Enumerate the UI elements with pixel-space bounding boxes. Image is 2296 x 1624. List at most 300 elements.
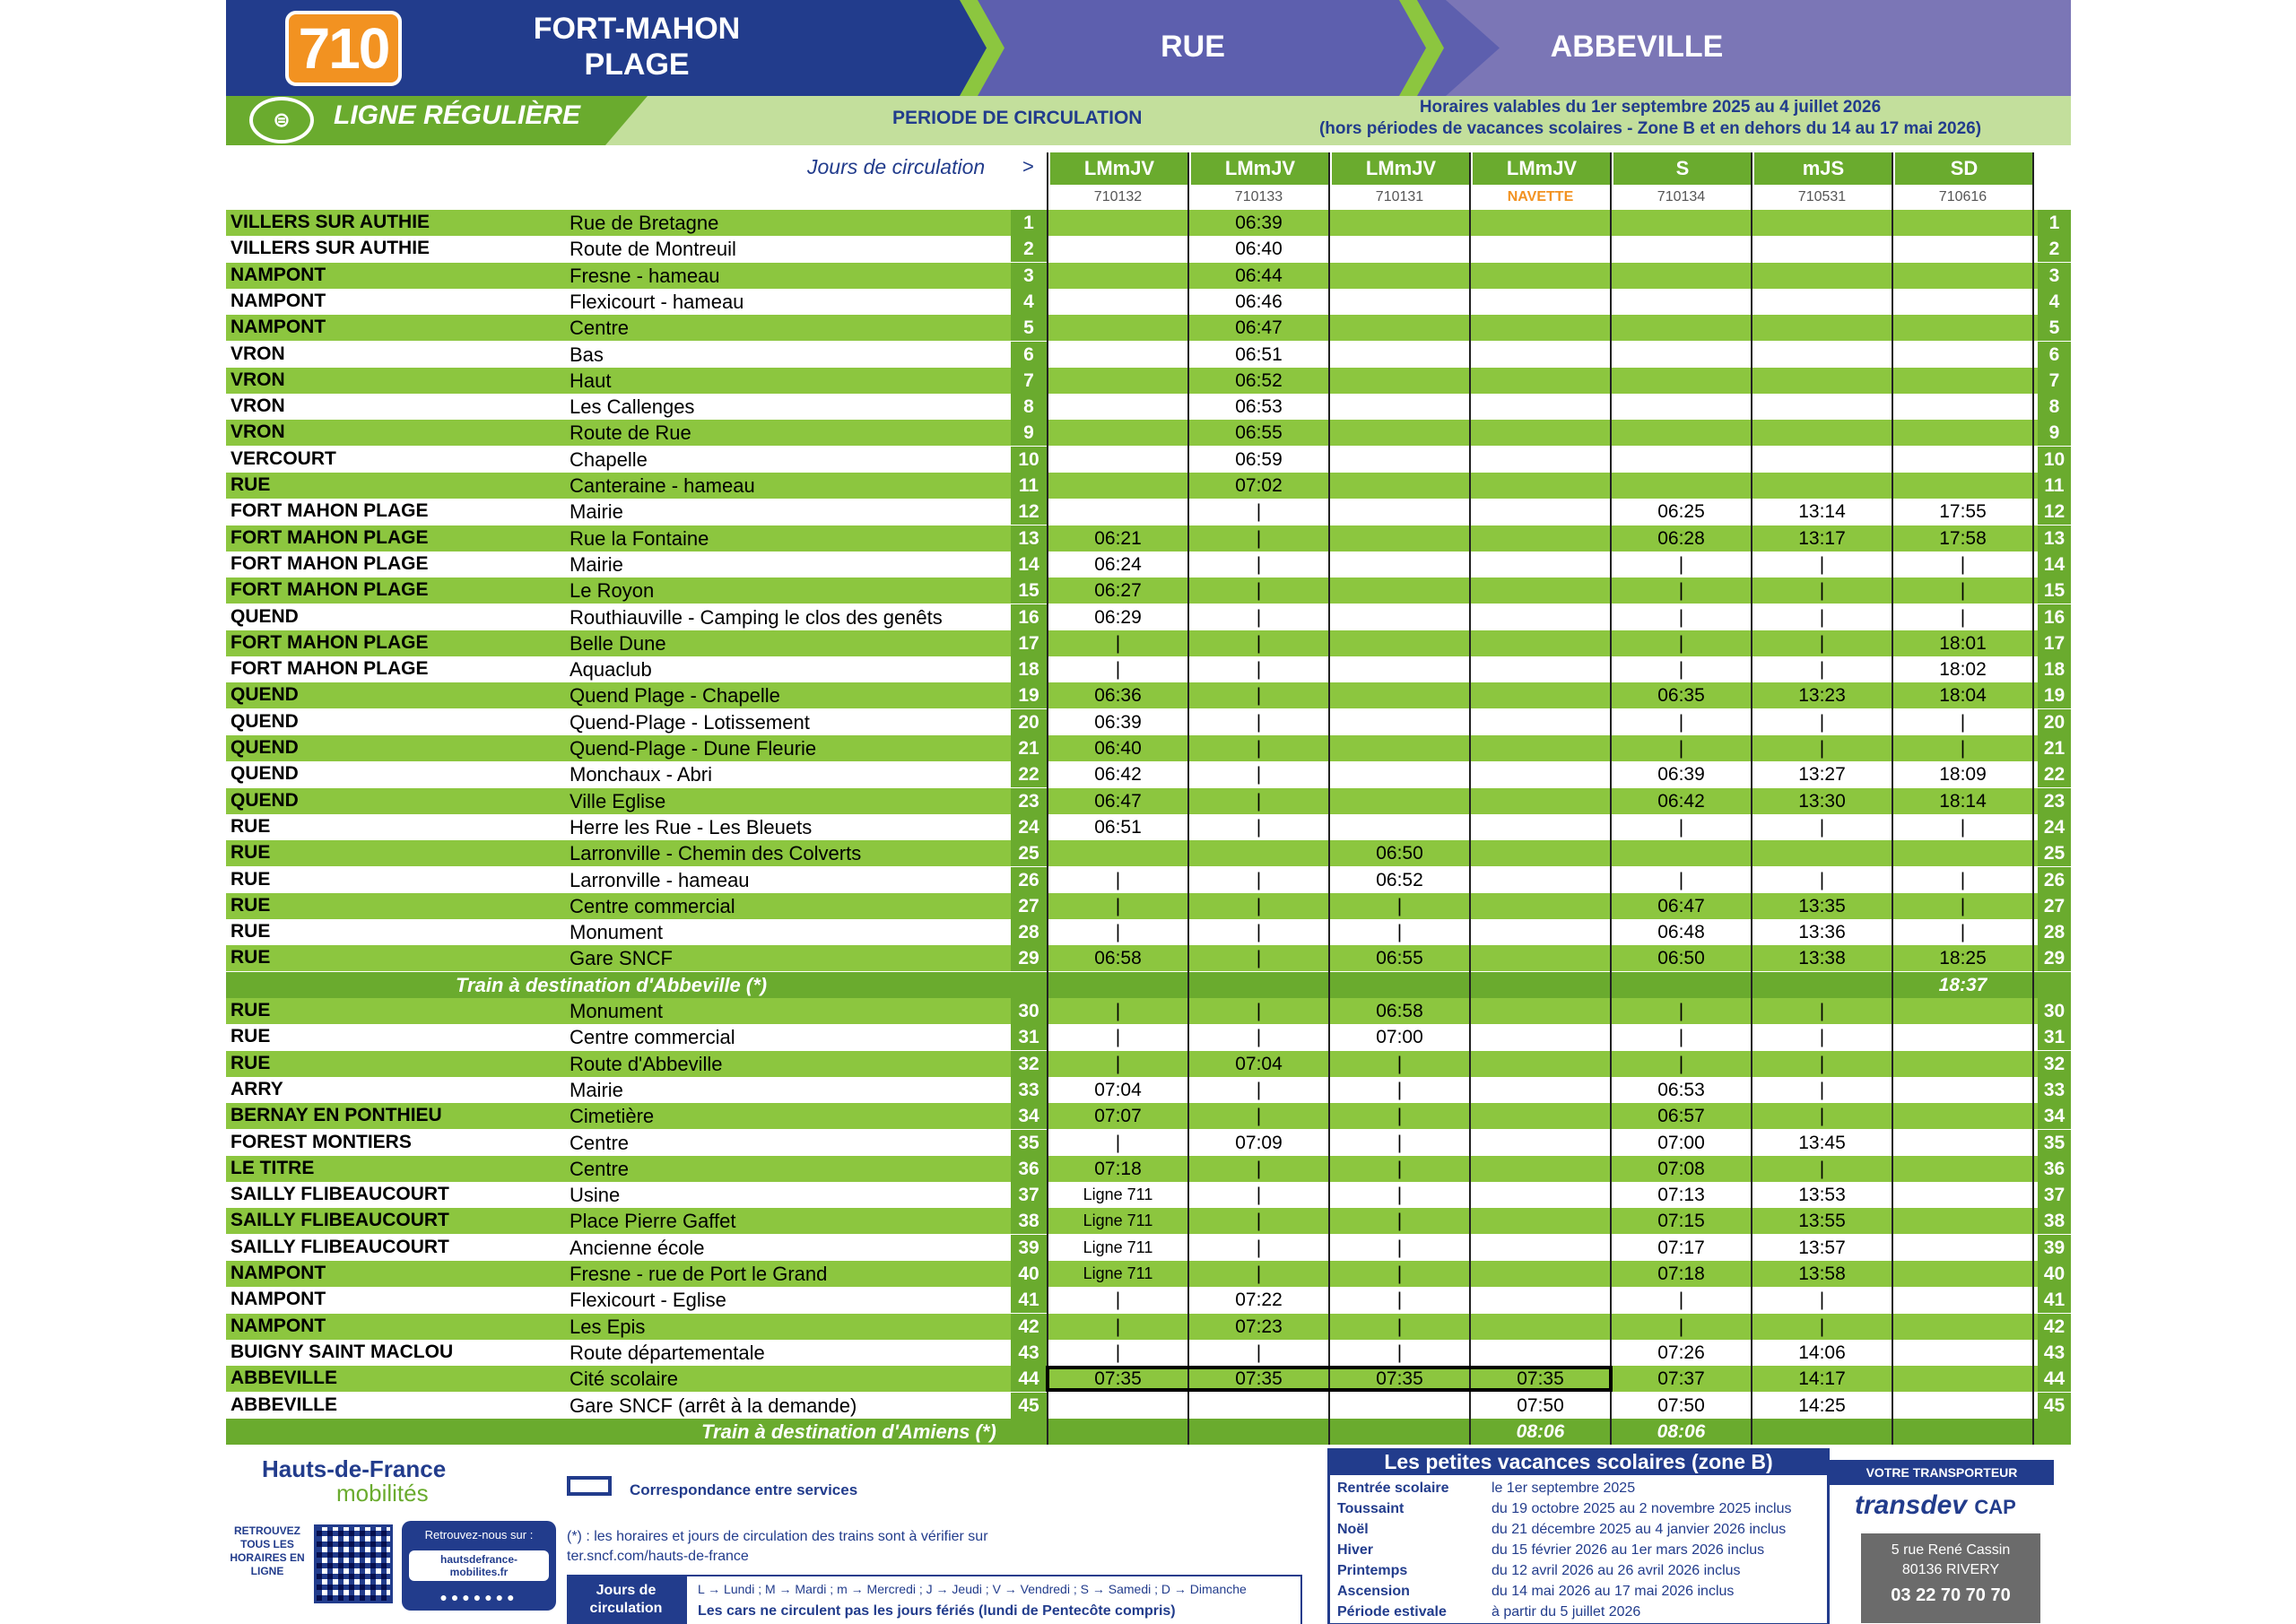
stop-name: Monument [570,921,663,944]
time-cell: Ligne 711 [1083,1211,1153,1230]
table-row [226,1393,2071,1419]
time-cell: 18:14 [1939,790,1987,812]
time-cell: 07:50 [1657,1394,1705,1416]
time-cell: 07:18 [1657,1264,1705,1284]
time-cell: 08:06 [1657,1420,1706,1442]
time-cell: | [1256,580,1262,602]
stop-number-right: 11 [2038,473,2071,499]
table-row [226,236,2071,262]
city-name: SAILLY FLIBEAUCOURT [230,1210,449,1231]
stop-number: 4 [1011,289,1047,315]
stop-name: Quend Plage - Chapelle [570,684,780,708]
time-cell: 18:04 [1939,685,1987,707]
city-name: ABBEVILLE [230,1368,338,1389]
stop-number: 19 [1011,682,1047,708]
vacances-box [1327,1475,1830,1624]
stop-name: Monchaux - Abri [570,763,712,786]
table-row [226,342,2071,368]
time-cell: | [1396,1237,1403,1258]
time-cell [1329,761,1470,787]
stop-name: Rue de Bretagne [570,212,719,234]
time-cell: | [1256,816,1262,838]
time-cell: 14:17 [1798,1368,1846,1390]
time-cell: | [1115,1001,1121,1021]
time-cell: | [1819,869,1825,890]
stop-name: Cité scolaire [570,1368,679,1391]
time-cell [1752,473,1892,499]
time-cell: Ligne 711 [1083,1185,1153,1204]
time-cell [1892,394,2033,420]
time-cell [1329,315,1470,341]
vacances-period: Noël [1337,1522,1369,1537]
vacances-dates: du 19 octobre 2025 au 2 novembre 2025 inclus [1492,1501,1792,1516]
time-cell: 07:35 [1094,1368,1142,1390]
time-cell [1329,236,1470,262]
time-cell: | [1678,1001,1684,1021]
stop-number-right: 45 [2038,1393,2071,1419]
stop-number-right: 41 [2038,1287,2071,1313]
time-cell: 07:50 [1517,1394,1564,1416]
stop-number: 15 [1011,578,1047,604]
table-row [226,1024,2071,1050]
time-cell [1892,342,2033,368]
table-row [226,604,2071,630]
time-cell: 06:42 [1657,790,1705,812]
time-cell [1470,788,1611,814]
time-cell: 07:04 [1094,1079,1142,1100]
time-cell: | [1960,606,1966,628]
city-name: SAILLY FLIBEAUCOURT [230,1184,449,1205]
time-cell: 13:38 [1798,948,1846,969]
time-cell [1470,1077,1611,1103]
time-cell [1470,735,1611,761]
time-cell [1892,1340,2033,1366]
column-divider [1187,152,1189,1445]
time-cell [1048,972,1188,998]
stop-number-right: 17 [2038,630,2071,656]
stop-name: Flexicourt - hameau [570,290,744,313]
time-cell [1611,840,1752,866]
time-cell: 06:51 [1235,343,1283,365]
table-row [226,919,2071,945]
time-cell [1611,263,1752,289]
time-cell: 06:46 [1235,291,1283,312]
time-cell [1470,1235,1611,1261]
stop-name: Centre [570,317,630,340]
time-cell [1470,1182,1611,1208]
stop-number-right: 24 [2038,814,2071,840]
time-cell: | [1396,1185,1403,1206]
vacances-period: Printemps [1337,1563,1408,1578]
city-name: VRON [230,395,285,417]
time-cell: | [1678,1027,1684,1048]
stop-name: Les Callenges [570,395,695,419]
time-cell: 13:35 [1798,895,1846,916]
table-row [226,1208,2071,1234]
time-cell: 06:47 [1094,790,1142,812]
stop-number: 32 [1011,1051,1047,1077]
time-cell [1752,394,1892,420]
stop-name: Quend-Plage - Lotissement [570,710,810,734]
table-row [226,814,2071,840]
time-cell [1470,630,1611,656]
stop-number: 3 [1011,263,1047,289]
time-cell [1752,1419,1892,1445]
time-cell: | [1396,1158,1403,1179]
time-cell: | [1678,816,1684,838]
time-cell: 13:55 [1798,1211,1846,1232]
time-cell [1470,210,1611,236]
time-cell: | [1256,922,1262,943]
time-cell [1892,1419,2033,1445]
time-cell [1892,1366,2033,1392]
column-code: 710133 [1234,189,1283,204]
stop-number: 41 [1011,1287,1047,1313]
stop-number: 17 [1011,630,1047,656]
time-cell [1048,1393,1188,1419]
time-cell: | [1256,685,1262,707]
time-cell: 13:53 [1798,1185,1846,1206]
table-row [226,447,2071,473]
time-cell: | [1960,553,1966,575]
stop-number: 38 [1011,1208,1047,1234]
table-row [226,1287,2071,1313]
time-cell [1892,210,2033,236]
time-cell: 06:29 [1094,606,1142,628]
table-row [226,551,2071,578]
city-name: RUE [230,894,271,916]
time-cell [1329,630,1470,656]
stop-number-right: 2 [2038,236,2071,262]
time-cell: 17:55 [1939,501,1987,523]
city-name: SAILLY FLIBEAUCOURT [230,1236,449,1257]
table-row [226,1340,2071,1366]
time-cell: | [1396,1079,1403,1100]
table-row [226,1103,2071,1129]
table-row [226,709,2071,735]
time-cell [1329,368,1470,394]
time-cell: | [1819,1158,1825,1179]
stop-number-right: 19 [2038,682,2071,708]
time-cell: | [1256,764,1262,786]
stop-name: Route de Rue [570,421,691,445]
time-cell: | [1256,1264,1262,1284]
city-name: RUE [230,1052,271,1073]
time-cell: | [1819,659,1825,681]
time-cell [1892,473,2033,499]
train-label: Train à destination d'Abbeville (*) [456,973,768,996]
stop-name: Centre [570,1131,630,1154]
time-cell [1329,473,1470,499]
destination-rue: RUE [1161,30,1225,64]
time-cell: 06:24 [1094,553,1142,575]
table-row [226,656,2071,682]
time-cell: 07:35 [1517,1368,1564,1390]
time-cell [1892,289,2033,315]
time-cell: | [1960,738,1966,759]
transporteur-title: VOTRE TRANSPORTEUR [1830,1460,2054,1485]
time-cell: | [1960,580,1966,602]
time-cell [1470,919,1611,945]
time-cell: | [1256,895,1262,916]
time-cell: Ligne 711 [1083,1238,1153,1256]
column-days: LMmJV [1048,152,1188,185]
vacances-dates: du 21 décembre 2025 au 4 janvier 2026 inclus [1492,1522,1787,1537]
time-cell: | [1819,1001,1825,1021]
stop-number: 35 [1011,1130,1047,1156]
time-cell: | [1256,501,1262,523]
stop-number-right: 22 [2038,761,2071,787]
train-label: Train à destination d'Amiens (*) [701,1420,996,1443]
time-cell: | [1678,711,1684,733]
stop-name: Mairie [570,552,623,576]
stop-number-right: 28 [2038,919,2071,945]
table-row [226,1077,2071,1103]
time-cell [1048,840,1188,866]
time-cell: 07:07 [1094,1106,1142,1127]
time-cell [1048,1419,1188,1445]
stop-name: Routhiauville - Camping le clos des genêts [570,605,943,629]
bus-logo-icon: ⊜ [249,97,314,143]
table-row [226,289,2071,315]
time-cell [1892,1024,2033,1050]
time-cell: | [1678,632,1684,654]
city-name: FORT MAHON PLAGE [230,526,429,548]
time-cell: | [1256,1211,1262,1232]
time-cell [1470,473,1611,499]
city-name: NAMPONT [230,1263,326,1283]
retrouvez-text: RETROUVEZ TOUS LES HORAIRES EN LIGNE [230,1524,305,1577]
stop-number-right: 34 [2038,1103,2071,1129]
time-cell: 18:25 [1939,948,1987,969]
table-row [226,578,2071,604]
column-code: NAVETTE [1507,189,1574,204]
time-cell: | [1960,895,1966,916]
time-cell: Ligne 711 [1083,1264,1153,1282]
stop-number-right: 32 [2038,1051,2071,1077]
social-url[interactable]: hautsdefrance-mobilites.fr [409,1550,549,1581]
hdf-logo: Hauts-de-France [262,1455,447,1482]
time-cell: 13:57 [1798,1237,1846,1258]
time-cell: | [1256,711,1262,733]
time-cell [1329,604,1470,630]
time-cell [1048,420,1188,446]
column-divider [1751,152,1752,1445]
time-cell: | [1396,1290,1403,1311]
stop-number: 9 [1011,420,1047,446]
stop-name: Quend-Plage - Dune Fleurie [570,737,817,760]
time-cell: | [1819,1316,1825,1337]
time-cell: 06:57 [1657,1106,1705,1127]
table-row [226,210,2071,236]
stop-number-right: 36 [2038,1156,2071,1182]
time-cell: 18:37 [1938,974,1987,995]
table-row [226,1314,2071,1340]
time-cell: | [1396,1132,1403,1153]
city-name: RUE [230,921,271,942]
time-cell: | [1256,1079,1262,1100]
time-cell: | [1819,1290,1825,1311]
social-title: Retrouvez-nous sur : [424,1528,534,1541]
time-cell [1892,1235,2033,1261]
stop-number: 29 [1011,945,1047,971]
time-cell [1470,263,1611,289]
city-name: RUE [230,1000,271,1020]
time-cell: | [1256,659,1262,681]
stop-number: 40 [1011,1261,1047,1287]
time-cell [1329,263,1470,289]
stop-number: 10 [1011,447,1047,473]
time-cell: | [1396,1211,1403,1232]
time-cell: | [1256,790,1262,812]
time-cell: | [1819,816,1825,838]
vacances-period: Période estivale [1337,1604,1447,1620]
time-cell [1188,972,1329,998]
time-cell [1611,210,1752,236]
time-cell [1611,236,1752,262]
time-cell [1329,1419,1470,1445]
stop-number-right: 23 [2038,788,2071,814]
table-row [226,893,2071,919]
time-cell [1611,972,1752,998]
time-cell [1470,1130,1611,1156]
stop-number: 42 [1011,1314,1047,1340]
time-cell [1470,236,1611,262]
time-cell [1892,1130,2033,1156]
time-cell [1329,499,1470,525]
time-cell: 06:35 [1657,685,1705,707]
stop-name: Larronville - Chemin des Colverts [570,842,862,865]
time-cell: 06:58 [1376,1001,1423,1021]
city-name: LE TITRE [230,1157,315,1178]
time-cell: 06:53 [1235,396,1283,418]
stop-number: 30 [1011,998,1047,1024]
time-cell [1188,1419,1329,1445]
time-cell: | [1115,1316,1121,1337]
stop-number-right: 16 [2038,604,2071,630]
stop-number: 12 [1011,499,1047,525]
stop-name: Belle Dune [570,631,666,655]
stop-number: 2 [1011,236,1047,262]
time-cell [1470,447,1611,473]
vacances-dates: du 14 mai 2026 au 17 mai 2026 inclus [1492,1584,1735,1599]
time-cell: 07:23 [1235,1316,1283,1337]
table-row [226,735,2071,761]
city-name: VILLERS SUR AUTHIE [230,212,430,232]
train-row [226,972,2071,998]
time-cell: | [1678,1316,1684,1337]
time-cell [1470,893,1611,919]
time-cell [1892,263,2033,289]
time-cell [1470,499,1611,525]
time-cell [1470,814,1611,840]
jours-title: Jours de circulation [567,1575,685,1624]
time-cell: | [1960,922,1966,943]
social-icons: ●●●●●●● [439,1590,518,1604]
stop-name: Centre [570,1157,630,1180]
time-cell: | [1256,632,1262,654]
stop-name: Gare SNCF (arrêt à la demande) [570,1394,857,1417]
time-cell: 13:27 [1798,764,1846,786]
time-cell: 06:59 [1235,448,1283,470]
time-cell [1470,342,1611,368]
time-cell [1470,709,1611,735]
city-name: RUE [230,474,271,495]
time-cell: | [1256,1185,1262,1206]
stop-number-right: 33 [2038,1077,2071,1103]
stop-name: Centre commercial [570,1026,735,1049]
train-row [226,1419,2071,1445]
time-cell: | [1115,1053,1121,1074]
hdf-logo-sub: mobilités [336,1480,429,1507]
stop-name: Canteraine - hameau [570,474,755,497]
time-cell [1470,840,1611,866]
time-cell [1470,551,1611,578]
city-name: VILLERS SUR AUTHIE [230,238,430,259]
stop-name: Haut [570,369,612,392]
jours-label: Jours de circulation [807,155,986,178]
time-cell [1470,761,1611,787]
stop-number-right: 29 [2038,945,2071,971]
time-cell: | [1396,1342,1403,1363]
time-cell: 07:17 [1657,1237,1705,1258]
stop-number-right: 5 [2038,315,2071,341]
validity-text: Horaires valables du 1er septembre 2025 au 4 juillet 2026 (hors périodes de vacances scolaires - Zone B et en dehors du 14 au 17 mai 2026) [1318,98,1982,138]
time-cell [1470,525,1611,551]
time-cell [1329,342,1470,368]
time-cell [1892,236,2033,262]
time-cell [1048,236,1188,262]
time-cell: 07:22 [1235,1290,1283,1311]
time-cell: | [1256,1001,1262,1021]
time-cell [1470,315,1611,341]
stop-number-right: 14 [2038,551,2071,578]
vacances-period: Ascension [1337,1584,1410,1599]
time-cell: | [1256,1027,1262,1048]
table-row [226,630,2071,656]
time-cell [1329,814,1470,840]
stop-name: Rue la Fontaine [570,526,709,550]
stop-number-right: 31 [2038,1024,2071,1050]
stop-number-right: 42 [2038,1314,2071,1340]
city-name: RUE [230,815,271,837]
time-cell [1188,1393,1329,1419]
stop-name: Chapelle [570,447,648,471]
vacances-period: Toussaint [1337,1501,1405,1516]
stop-number: 34 [1011,1103,1047,1129]
time-cell: 06:53 [1657,1079,1705,1100]
stop-number-right: 25 [2038,840,2071,866]
time-cell: 07:18 [1094,1158,1142,1179]
time-cell: 07:37 [1657,1368,1705,1390]
column-days: mJS [1752,152,1892,185]
time-cell: 06:47 [1235,317,1283,339]
time-cell [1752,840,1892,866]
time-cell: 06:28 [1657,527,1705,549]
time-cell [1470,1208,1611,1234]
city-name: QUEND [230,605,299,627]
column-code: 710616 [1938,189,1987,204]
table-row [226,394,2071,420]
stop-number: 26 [1011,867,1047,893]
column-days: SD [1892,152,2033,185]
time-cell: 06:50 [1376,843,1423,864]
time-cell [1048,263,1188,289]
stop-name: Herre les Rue - Les Bleuets [570,815,813,838]
table-row [226,1051,2071,1077]
city-name: FORT MAHON PLAGE [230,500,429,522]
time-cell [1329,289,1470,315]
